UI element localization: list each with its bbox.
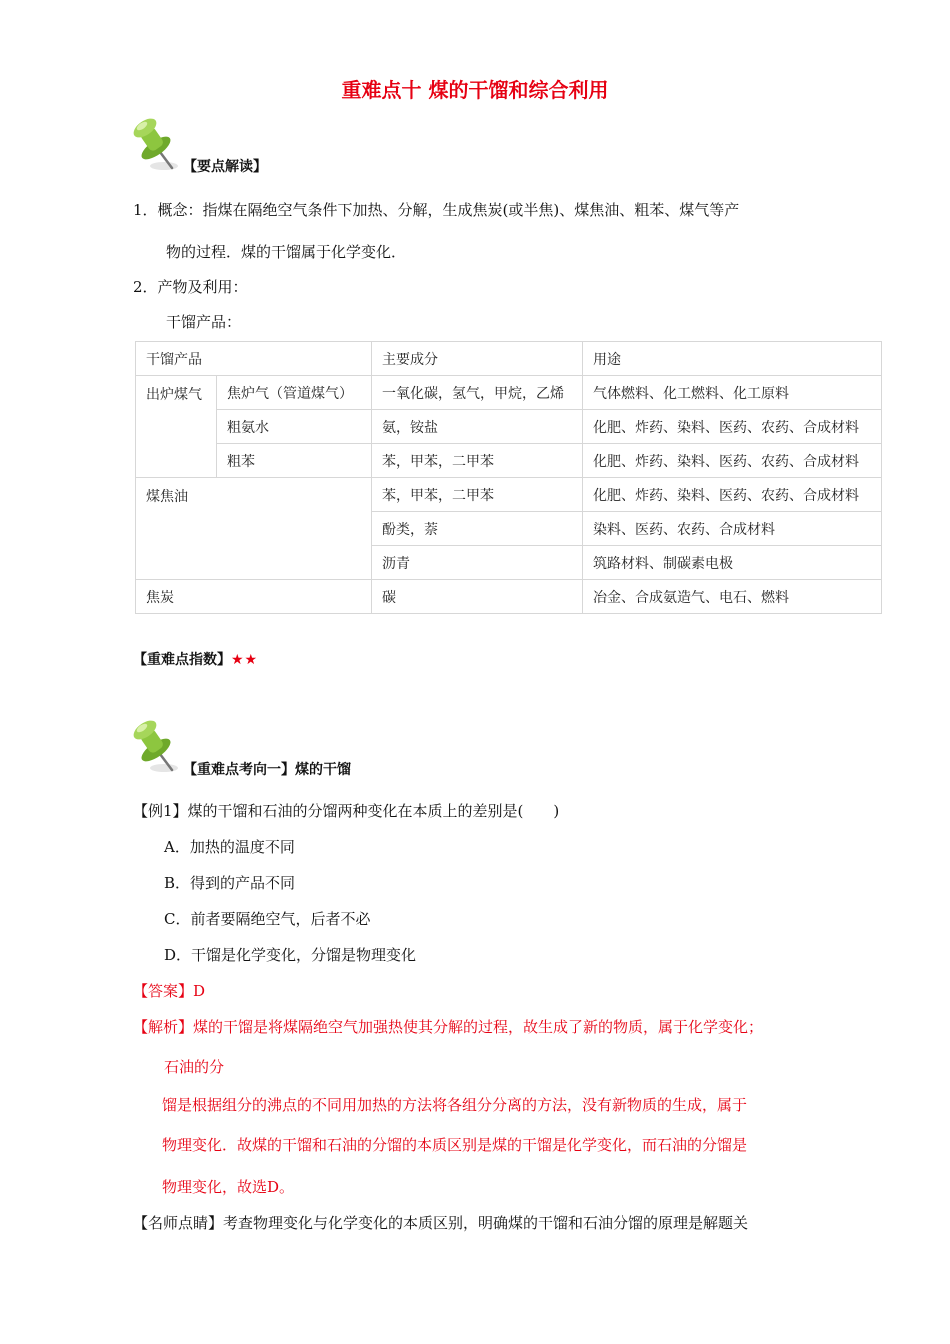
tip-text: 考查物理变化与化学变化的本质区别，明确煤的干馏和石油分馏的原理是解题关: [223, 1214, 749, 1232]
option-d: D．干馏是化学变化，分馏是物理变化: [164, 946, 417, 964]
option-a: A．加热的温度不同: [164, 838, 295, 856]
component-cell: 氨，铵盐: [372, 410, 583, 444]
tip-label: 【名师点睛】: [133, 1214, 224, 1232]
teacher-tip: [133, 1213, 748, 1233]
option-c: C．前者要隔绝空气，后者不必: [164, 910, 371, 928]
product-cell: 粗氨水: [217, 410, 372, 444]
difficulty-label: 【重难点指数】: [133, 652, 231, 668]
example-question: 【例1】煤的干馏和石油的分馏两种变化在本质上的差别是( ): [133, 802, 560, 820]
component-cell: 一氧化碳，氢气，甲烷，乙烯: [372, 376, 583, 410]
component-cell: 酚类，萘: [372, 512, 583, 546]
component-cell: 碳: [372, 580, 583, 614]
component-cell: 沥青: [372, 546, 583, 580]
table-header-row: [136, 342, 882, 376]
table-row: [136, 376, 882, 410]
answer: [133, 981, 205, 1001]
use-cell: 染料、医药、农药、合成材料: [583, 512, 882, 546]
table-row: [136, 444, 882, 478]
group-cell: 煤焦油: [136, 478, 372, 580]
header-cell: 干馏产品: [136, 342, 372, 376]
analysis-line-3: 馏是根据组分的沸点的不同用加热的方法将各组分分离的方法，没有新物质的生成，属于: [162, 1096, 748, 1114]
use-cell: 冶金、合成氨造气、电石、燃料: [583, 580, 882, 614]
product-cell: 粗苯: [217, 444, 372, 478]
products-heading: 2．产物及利用：: [133, 278, 248, 296]
table-row: [136, 478, 882, 512]
difficulty-stars: ★★: [231, 652, 259, 668]
pushpin-icon: [130, 718, 186, 776]
component-cell: 苯，甲苯，二甲苯: [372, 478, 583, 512]
section-heading-direction-1: 【重难点考向一】煤的干馏: [183, 762, 351, 778]
answer-label: 【答案】: [133, 982, 194, 1000]
concept-line-2: 物的过程．煤的干馏属于化学变化．: [166, 243, 407, 261]
group-cell: 出炉煤气: [136, 376, 217, 478]
use-cell: 化肥、炸药、染料、医药、农药、合成材料: [583, 444, 882, 478]
section-heading-key-points: 【要点解读】: [183, 159, 267, 175]
option-b: B．得到的产品不同: [164, 874, 296, 892]
table-row: [136, 410, 882, 444]
header-cell: 用途: [583, 342, 882, 376]
analysis-line-4: 物理变化．故煤的干馏和石油的分馏的本质区别是煤的干馏是化学变化，而石油的分馏是: [162, 1136, 748, 1154]
component-cell: 苯，甲苯，二甲苯: [372, 444, 583, 478]
use-cell: 筑路材料、制碳素电极: [583, 546, 882, 580]
analysis-text: 煤的干馏是将煤隔绝空气加强热使其分解的过程，故生成了新的物质，属于化学变化；: [193, 1018, 764, 1036]
group-cell: 焦炭: [136, 580, 372, 614]
table-row: [136, 580, 882, 614]
difficulty-index: [133, 649, 258, 669]
use-cell: 化肥、炸药、染料、医药、农药、合成材料: [583, 478, 882, 512]
use-cell: 气体燃料、化工燃料、化工原料: [583, 376, 882, 410]
concept-line-1: 1．概念：指煤在隔绝空气条件下加热、分解，生成焦炭(或半焦)、煤焦油、粗苯、煤气等产: [133, 201, 740, 219]
products-table: [135, 341, 882, 614]
use-cell: 化肥、炸药、染料、医药、农药、合成材料: [583, 410, 882, 444]
page-title: 重难点十 煤的干馏和综合利用: [341, 78, 609, 102]
analysis-line-2: 石油的分: [164, 1058, 225, 1076]
table-caption: 干馏产品：: [166, 313, 242, 331]
pushpin-icon: [130, 116, 186, 174]
answer-value: D: [193, 982, 206, 1000]
header-cell: 主要成分: [372, 342, 583, 376]
analysis-line-5: 物理变化，故选D。: [162, 1178, 295, 1196]
analysis-label: 【解析】: [133, 1018, 194, 1036]
product-cell: 焦炉气（管道煤气）: [217, 376, 372, 410]
analysis-line-1: [133, 1017, 763, 1037]
